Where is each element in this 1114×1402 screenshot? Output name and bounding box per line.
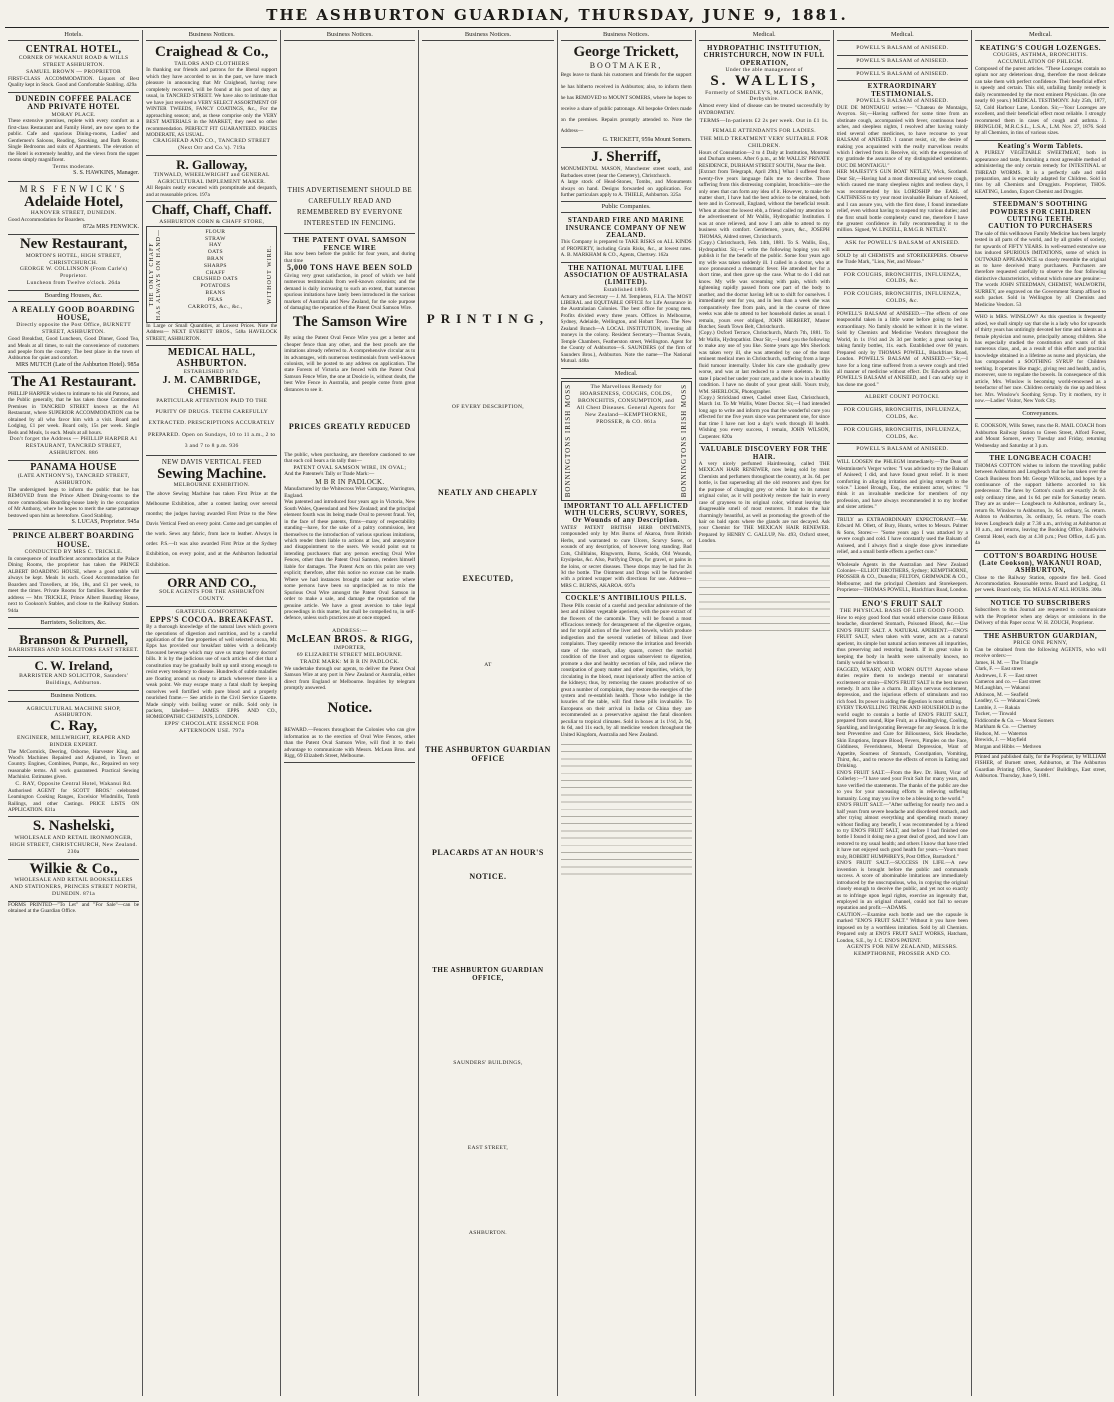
agent-entry: Fiddicombe & Co. — Mount Somers xyxy=(974,717,1054,724)
ad-subtitle: (LATE ANTHONY'S), TANCRED STREET, ASHBURTON. xyxy=(17,473,130,486)
sewing-machine-ad xyxy=(146,456,277,574)
wilkie-ad xyxy=(8,860,139,902)
ad-body: The above Sewing Machine has taken First Prize at the Melbourne Exhibition, after a contest lasting over several months; the judges having awarded First Prize to the New Davis Vertical Feed on every point. Come and get samples of the work. Sews any fabric, from lace to leather. Always in order. P.S.—It was also awarded First Prize at the Sydney Exhibition, on every point, and at the Ashburton Industrial Exhibition. xyxy=(146,491,278,568)
ad-trademark: M B R IN PADLOCK. xyxy=(315,477,385,486)
ad-owner: 872a MRS FENWICK. xyxy=(82,223,140,230)
ad-testimonial: [Extract from Telegraph, April 29th.] What I suffered from twenty-five years language fails me to describe. Those suffering from this distressing complaint, bronchitis—are the only ones that can form any idea of it. However, to make the matter short, I have had the best advice to be obtained, both here and in Cornwall, England, without the beneficial result. When at about the lowest ebb, a friend called my attention to the advertisement of Mr Wallis, Hydropathic Institution. I was at once relieved, and now I am able to attend to my business with comfort. Gentlemen, yours, &c., JOSEPH THOMAS, Aldred street, Christchurch. xyxy=(698,169,830,240)
ad-subtitle: MORAY PLACE. xyxy=(51,111,96,118)
ad-body: These extensive premises, replete with every comfort as a first-class Restaurant and Family Hotel, are now open to the public. Cafe and spacious Dining-rooms, Ladies' and Gentlemen's Saloons, Reading, Smoking, and Bath Rooms; Single Bedrooms and suits of Apartments. The elevation of the Hotel is extremely healthy, and the views from the upper rooms simply magnificent. xyxy=(8,118,140,164)
fence-notice xyxy=(284,183,415,234)
orr-ad xyxy=(146,574,277,607)
ad-title: Craighead & Co., xyxy=(155,43,269,60)
ad-owner: G. TRICKETT, 959a Mount Somers. xyxy=(602,137,692,144)
ad-title: George Trickett, xyxy=(573,43,679,60)
ad-subtitle: THE PHYSICAL BASIS OF LIFE GOOD FOOD. xyxy=(839,608,965,615)
ad-owner: S. S. HAWKINS, Manager. xyxy=(73,170,140,177)
ad-title: PRINCE ALBERT BOARDING HOUSE. xyxy=(12,531,135,549)
ad-title: COCKLE'S ANTIBILIOUS PILLS. xyxy=(565,594,687,603)
ad-title: THIS ADVERTISEMENT SHOULD BE CAREFULLY READ AND REMEMBERED BY EVERYONE INTERESTED IN FENCING. xyxy=(287,185,412,228)
ad-title: HYDROPATHIC INSTITUTION, CHRISTCHURCH, NOW IN FULL OPERATION, xyxy=(703,43,825,67)
column-header: Medical. xyxy=(699,30,830,41)
ad-pretitle: MRS FENWICK'S xyxy=(19,183,128,194)
ad-subtitle: ENGINEER, MILLWRIGHT, REAPER AND BINDER EXPERT. xyxy=(17,734,131,748)
ad-subtitle: WHOLESALE AND RETAIL BOOKSELLERS AND STATIONERS, PRINCES STREET NORTH, DUNEDIN. 871a xyxy=(10,877,138,897)
ad-body: Composed of the purest articles. "These Lozenges contain no opium nor any deleterious drug, therefore the most delicate can take them with perfect confidence. Their beneficial effect is speedy and certain. This old, unfailing family remedy is daily recommended by the most eminent Physicians. (In one nearly 60 years.) MEDICAL TESTIMONY. July 25th, 1877, 52, Cold Harbour Lane, London. Sir,—Your Lozenges are excellent, and their beneficial effect most reliable. I strongly recommend them in cases of cough and asthma. J. BRINGLOE, M.R.C.S.L., L.S.A., L.M. Nov. 27, 1876. Sold by all Chemists, in tins of various sizes. xyxy=(974,65,1106,137)
ad-body: In Large or Small Quantities, at Lowest Prices. Note the Address— NEXT EVERETT BROS., 548a HAVELOCK STREET, ASHBURTON. xyxy=(146,322,278,342)
samson-body: By using the Patent Oval Fence Wire you get a better and cheaper fence than any other, and the best proofs are the imitations already referred to. A comprehensive circular as to its advantages, with numerous testimonials from well-known colonists, will be posted to any address on application. The state Forests of Victoria are fenced with the Patent Oval Samson Fence Wire, the one at Doolcie is, without doubt, the best Wire Fence in Australia, and people come from great distances to see it. xyxy=(284,335,416,393)
chaff-side-mid: HAS ALWAYS ON HAND— xyxy=(156,228,163,320)
ad-caution: The public, when purchasing, are therefore cautioned to see that each coil bears a tin tally thus— xyxy=(284,451,416,465)
agent-entry: Atkinson, M. — Seafield xyxy=(974,691,1029,698)
ad-body: Good Accommodation for Boarders. xyxy=(8,217,86,224)
ad-title: THE PATENT OVAL SAMSON FENCE WIRE xyxy=(292,234,407,252)
trickett-ad xyxy=(561,43,692,148)
agent-entry: Markham & Co. — Chertsey xyxy=(974,724,1037,731)
ad-subtitle: WHOLESALE AND RETAIL IRONMONGER, HIGH STREET, CHRISTCHURCH, New Zealand. 230a xyxy=(9,835,138,855)
wallis-name: S. WALLIS, xyxy=(710,72,819,89)
agent-entry: Brewick, J. — Mayfield xyxy=(974,737,1027,744)
albert-line: ALBERT COUNT POTOCKI. xyxy=(837,392,968,405)
ad-subtitle: CONDUCTED BY MRS C. TRICKLE. xyxy=(24,549,123,556)
ad-body: Almost every kind of disease can be treated successfully by HYDROPATHY. xyxy=(698,103,830,116)
agent-entry: James, H. M. — The Triangle xyxy=(974,659,1039,666)
ad-body: Luncheon from Twelve o'clock. 264a xyxy=(26,279,121,286)
eno-testimonial-1: ENO'S FRUIT SALT.—From the Rev. Dr. Hurst, Vicar of Collerley:—"I have used your Fruit Salt for many years, and have verified the statements. The thanks of the public are due to you for your unceasing efforts in relieving suffering humanity. Long may you live to be a blessing to the world." xyxy=(836,769,968,802)
agent-entry: McLaughlan, — Wakanui xyxy=(974,685,1030,692)
masthead-title: THE ASHBURTON GUARDIAN, THURSDAY, JUNE 9, 1881. xyxy=(266,6,848,24)
ad-title: R. Galloway, xyxy=(176,157,248,173)
central-hotel-ad xyxy=(8,43,139,93)
ad-body: PARTICULAR ATTENTION PAID TO THE PURITY OF DRUGS. TEETH CAREFULLY EXTRACTED. PRESCRIPTIONS ACCURATELY PREPARED. Open on Sundays, 10 to 11 a.m., 2 to 3 and 7 to 8 p.m. 936 xyxy=(147,398,276,449)
ad-price: PRICE ONE PENNY, xyxy=(1013,639,1068,646)
mclean-name: McLEAN BROS. & RIGG, xyxy=(286,633,414,645)
balsam-line: POWELL'S BALSAM of ANISEED. xyxy=(837,43,968,56)
truly-body: TRULY an EXTRAORDINARY EXPECTORANT.—Mr. Edward M. Ollett, of Bury, Hunts, writes to Messrs. Palmer & Sons, Stores:— "Some years ago I was attacked by a severe cough and cold. I have constantly used the Balsam of Aniseed, and I always find a single dose gives immediate relief, and a small bottle effects a perfect cure." xyxy=(837,515,968,560)
footer-office: THE ASHBURTON GUARDIAN OFFICE, xyxy=(432,966,544,982)
ad-subtitle: CORNER OF WAKANUI ROAD & WILLS STREET ASHBURTON. xyxy=(18,55,129,69)
oval-wire-ad xyxy=(284,234,415,764)
mclean-trademark: TRADE MARK: M B R IN PADLOCK. xyxy=(299,658,400,665)
ad-body: By a thorough knowledge of the natural laws which govern the operations of digestion and nutrition, and by a careful application of the fine properties of well selected cocoa, Mr. Epps has provided our breakfast tables with a delicately flavoured beverage which may save us many heavy doctors' bills. It is by the judicious use of such articles of diet that a constitution may be gradually built up until strong enough to resist every tendency to disease. Hundreds of subtle maladies are floating around us ready to attack wherever there is a weak point. We may escape many a fatal shaft by keeping ourselves well fortified with pure blood and a properly nourished frame.— See article in the Civil Service Gazette. Made simply with boiling water or milk. Sold only in packets, labelled— JAMES EPPS AND CO., HOMŒOPATHIC CHEMISTS, LONDON. xyxy=(146,624,278,721)
chaff-item: BRAN xyxy=(206,256,224,263)
ad-subtitle: SOLE AGENTS FOR THE ASHBURTON COUNTY. xyxy=(159,589,265,603)
section-header: Business Notices. xyxy=(8,691,139,702)
agent-entry: Tucker, — Tinwald xyxy=(974,711,1017,718)
ad-title: Wilkie & Co., xyxy=(29,860,118,877)
ad-body: YATES' PATENT BRITISH HERB OINTMENTS, compounded only by Mrs Burns of Akaroa, from British Herbs, and warranted to cure Ulcers, Scurvy Sores, or wounds of any description, of however long standing. Bad Cuts, Chilblains, Ringworm, Burns, Scalds, Old Wounds, Erysipelas, &c. Also, Purifying Drops, for gravel, or pains in the loins, or secret diseases. These drops may be had for 2s 9d the bottle. The Ointment and Drops will be forwarded with a printed wrapper with directions for use. Address— MRS C. BURNS, AKAROA. 697a xyxy=(560,524,692,589)
wallis-former: Formerly of SMEDLEY'S, MATLOCK BANK, Derbyshire. xyxy=(705,89,824,103)
cottons-boarding-ad xyxy=(975,551,1106,598)
ireland-ad xyxy=(8,657,139,690)
ad-subtitle: ASHBURTON CORN & CHAFF STORE, xyxy=(159,218,265,225)
section-header: Boarding Houses, &c. xyxy=(8,291,139,302)
ad-body: The undersigned begs to inform the public that he has REMOVED from the Prince Albert Dining-rooms to the more commodious Boarding-house lately in the occupation of Mr Anthony, where he hopes to merit the same patronage bestowed upon him as heretofore. Good Stabling. xyxy=(8,486,140,519)
ad-owner: GEORGE W. COLLINSON (From Carle's) Proprietor. xyxy=(19,266,128,280)
balsam-line: ASK for POWELL'S BALSAM of ANISEED. xyxy=(837,238,968,251)
ad-title: CENTRAL HOTEL, xyxy=(25,43,122,55)
ad-title: Adelaide Hotel, xyxy=(23,193,124,210)
printing-every: OF EVERY DESCRIPTION, xyxy=(451,403,524,410)
ad-body: In consequence of insufficient accommodation at the Palace Dining Rooms, the proprietor has taken the PRINCE ALBERT BOARDING HOUSE, where a good table will always be kept. Meals 1s each. Good Accommodation for Boarders and Travellers, at 16s, 18s, and £1 per week, to meet the times. Private Rooms for families. Remember the address — Mrs TRICKLE, Prince Albert Boarding House, next to Cookson's Stables, and close to the Railway Station. 944a xyxy=(8,555,140,614)
phlegm-body: WILL LOOSEN the PHLEGM immediately.—The Dean of Westminster's Verger writes: "I was advised to try the Balsam of Aniseed; I did, and have found great relief. It is most comforting in allaying irritation and giving strength to the voice." Lionel Brough, Esq., the eminent actor, writes: "I think it an invaluable medicine for members of my profession, and have always recommended it to my brother and sister artistes." xyxy=(837,457,968,515)
ad-manufacturer: Manufactured by the Whitecross Wire Company, Warrington, England. xyxy=(284,486,416,499)
ad-subtitle: MONUMENTAL MASON, Manchester street south, and Barbadoes street (near the Cemetery), Christchurch. xyxy=(560,166,692,179)
balsam-sold: SOLD by all CHEMISTS and STOREKEEPERS. Observe the Trade Mark, "Lion, Net, and Mouse." xyxy=(837,251,968,270)
ad-name: J. M. CAMBRIDGE, xyxy=(162,375,261,387)
epps-ad xyxy=(146,607,277,738)
column-header: Medical. xyxy=(837,30,968,41)
column-header: Business Notices. xyxy=(422,30,553,41)
ad-copy-2: (Copy.) Oxford Terrace, Christchurch, March 7th, 1881. To Mr Wallis, Hydropathist. Dear Sir,—I send you the following to make any use of you like. Some years ago Mrs Sherlock was taken very ill, she was attended by one of the most eminent medical men in Christchurch, suffering from a large fluid tumour internally. Under his care she gradually grew worse, and was at last reduced to a mere skeleton. In this state I placed her under your care, and she is now in a healthy condition. I have no doubt of your great skill. Yours truly, WM. SHERLOCK, Photographer. xyxy=(698,330,830,395)
chaff-item: FLOUR xyxy=(205,228,226,235)
footer-town: ASHBURTON. xyxy=(468,1230,508,1237)
hair-ad xyxy=(699,444,830,642)
column-6 xyxy=(696,30,834,1396)
ad-pretitle: GRATEFUL COMFORTING xyxy=(175,608,248,615)
ad-subtitle: CHEMIST. xyxy=(187,385,236,396)
standard-insurance-ad xyxy=(561,215,692,262)
column-header: Business Notices. xyxy=(561,30,692,41)
ad-body: FIRST-CLASS ACCOMMODATION. Liquors of Best Quality kept in Stock. Good and Comfortable Stabling. 429a xyxy=(8,75,140,89)
column-3 xyxy=(281,30,419,1396)
ad-caution-title: CAUTION TO PURCHASERS xyxy=(988,222,1093,231)
ad-title: Branson & Purnell, xyxy=(19,631,128,647)
panama-house-ad xyxy=(8,461,139,531)
chaff-item: PEAS xyxy=(207,296,223,303)
agents-list xyxy=(975,660,1106,750)
ad-body-2: Was patented and introduced four years ago in Victoria, New South Wales, Queensland and New Zealand; and the principal element fourth was its being made Oval to prevent fraud. Yet, in the face of these patents, firms—many of respectability standing—have, for the sake of a paltry commission, lent themselves to the introduction of various spurious imitations, which render them liable to actions at law, and annoyance and disappointment to the users. We would point out to intending purchasers that any person erecting Oval Wire Fences, other than the Patent Oval Samson, renders himself liable for damages. The Patent Acts on this point are very explicit; therefore, after this notice no excuse can be made. Where we had instances brought under our notice where some persons have been so unprincipled as to mix the Spurious Oval Wire amongst the Patent Oval Samson in order to make a sale, and damage the reputation of the genuine article. We have a great aversion to take legal proceedings in this matter, but shall be compelled to, in self-defence, unless such practices are at once stopped. xyxy=(284,499,416,622)
column-8 xyxy=(972,30,1109,1396)
chaff-side-right: WITHOUT WIRE. xyxy=(266,244,273,304)
ad-title: J. Sherriff, xyxy=(591,149,661,166)
ad-body: In thanking our friends and patrons for the liberal support which they have accorded to us in the past, we have much pleasure in announcing that Mr Craighead, having now completely recovered, will be found at his post of duty as usual, in TANCRED STREET. We have also to intimate that we have just received a VERY SELECT ASSORTMENT OF WINTER TWEEDS, FANCY COATINGS, &c., For the approaching season; and, as these comprise only the VERY BEST MATERIALS in the MARKET, they need no other recommendation. PERFECT FIT GUARANTEED. PRICES MODERATE, AS USUAL. xyxy=(146,67,278,139)
ad-title: KEATING'S COUGH LOZENGES. xyxy=(979,43,1101,52)
ad-body: Can be obtained from the following AGENTS, who will receive orders:— xyxy=(974,646,1106,660)
ad-title: C. W. Ireland, xyxy=(34,658,113,674)
address-head: ADDRESS:— xyxy=(332,627,368,634)
ad-title: PANAMA HOUSE xyxy=(30,461,117,473)
good-boarding-house-ad xyxy=(8,304,139,374)
ad-body: Actuary and Secretary — J. M. Templeton, F.I.A. The MOST LIBERAL and EQUITABLE OFFICE for Life Assurance in the Australasian Colonies. The best office for young men. Profits divided every three years. Offices in Melbourne, Sydney, Adelaide, Wellington, and Hobart Town. The New Zealand Branch—A LOCAL INSTITUTION, investing all moneys in the colony. Resident Secretary—Thomas Swain, Temple Chambers, Featherston street, Wellington. Agent for the County of Ashburton—S. SAUNDERS (of the firm of Saunders Bros.), Ashburton. Note the name—The National Mutual. 448a xyxy=(560,293,692,365)
ad-title: The A1 Restaurant. xyxy=(10,374,137,391)
eno-success: ENO'S FRUIT SALT.—SUCCESS IN LIFE.—A new invention is brought before the public and commands success. A score of abominable imitations are immediately introduced by the unscrupulous, who, in copying the original closely enough to deceive the public, and yet not so exactly as to infringe upon legal rights, exercise an ingenuity that, employed in an original channel, could not fail to secure reputation and profit.—ADAMS. xyxy=(836,860,968,912)
forms-notice: FORMS PRINTED—"To Let" and "For Sale"—can be obtained at the Guardian Office. xyxy=(8,901,140,915)
longbeach-coach-ad xyxy=(975,453,1106,550)
ad-title: NOTICE TO SUBSCRIBERS xyxy=(990,598,1091,607)
imprint: Printed and published daily, for the Proprietor, by WILLIAM FISHER, of Burnett street, Ashburton, at The Ashburton Guardian Printing Office, Saunders' Buildings, East street, Ashburton. Thursday, June 9, 1881. xyxy=(974,754,1106,780)
ad-body: THOMAS COTTON wishes to inform the travelling public between Ashburton and Longbeach that he has taken over the Coach Business from Mr. George Willcocks, and hopes by a continuance of the support hitherto accorded to his predecessor. The fares by Cotton's coach are exactly 2s 6d. only ordinary time, and 1s 6d. per mile for Saturday return. They are as under— Longbeach to Ashburton, ordinary 5s., return 8s. Winslow to Ashburton, 3s. 6d. ordinary, 5s. return. Ashton to Ashburton, 3s. ordinary, 5s. return. The coach leaves Longbeach daily at 7.30 a.m., arriving at Ashburton at 10 a.m., and returns, leaving the Booking Office, Baldwin's Central Hotel, each day at 4.30 p.m.; Post Office, 4.45 p.m. 4a xyxy=(974,462,1106,547)
column-4 xyxy=(419,30,557,1396)
medical-hall-ad xyxy=(146,346,277,456)
ad-owner: MRS MUTCH (Late of the Ashburton Hotel). 985a xyxy=(15,361,140,368)
notice-title: Notice. xyxy=(327,700,373,717)
national-mutual-ad xyxy=(561,263,692,369)
ad-terms: TERMS—In-patients £2 2s per week. Out in £1 1s. FEMALE ATTENDANTS FOR LADIES. xyxy=(699,118,829,135)
mclean-body: We undertake through our agents, to deliver the Patent Oval Samson Wire at any port in New Zealand or Australia, either direct from England or Melbourne. Inquiries by telegram promptly answered. xyxy=(284,665,416,691)
ad-copy-1: (Copy.) Christchurch, Feb. 14th, 1881. To S. Wallis, Esq., Hydropathist. Sir,—I write the following hoping you will publish it for the benefit of the public. Some four years ago my wife was taken suddenly ill. I called in a doctor, who at once pronounced a rheumatic fever. He attended her for a short time, and then gave up the case. What to do I did not know. My wife was screaming with pain, which with tightening rapidly passed from one part of the body to another, and the doctor having left us to shift for ourselves. I immediately sent for you, and in less than a week she was comparatively free from pain, and in the course of three weeks was able to attend to her household duties as usual. I remain, yours ever obliged, JOHN HERBERT, Master Butcher, South Town Belt, Christchurch. xyxy=(698,240,830,331)
column-1 xyxy=(5,30,143,1396)
samson-title: The Samson Wire xyxy=(292,314,407,331)
eno-agents: AGENTS FOR NEW ZEALAND, MESSRS. KEMPTHORNE, PROSSER AND CO. xyxy=(846,944,958,957)
ad-body: This Company is prepared to TAKE RISKS on ALL KINDS of PROPERTY, including Grain Risks, &c., at lowest rates. A. B. MARKHAM & CO., Agents, Chertsey. 162a xyxy=(560,239,692,259)
text-filler xyxy=(561,740,692,880)
a1-restaurant-ad xyxy=(8,373,139,460)
ad-pretitle: AGRICULTURAL MACHINE SHOP, ASHBURTON. xyxy=(26,705,121,719)
section-header: Public Companies. xyxy=(561,202,692,213)
eno-caution: CAUTION.—Examine each bottle and see the capsule is marked "ENO'S FRUIT SALT." Without it you have been imposed on by a worthless imitation. Sold by all Chemists. Prepared only at ENO'S FRUIT SALT WORKS, Hatcham, London, S.E., by J. C. ENO'S PATENT. xyxy=(836,911,968,944)
c-ray-ad xyxy=(8,704,139,818)
chaff-item: OATS xyxy=(207,249,223,256)
ad-subtitle: Directly opposite the Post Office, BURNETT STREET, ASHBURTON. xyxy=(16,322,131,336)
ad-tally: PATENT OVAL SAMSON WIRE, IN OVAL; xyxy=(293,464,407,471)
ad-title: COTTON'S BOARDING HOUSE (Late Cookson), WAKANUI ROAD, ASHBURTON, xyxy=(979,551,1102,575)
ad-title: EXTRAORDINARY TESTIMONIALS. xyxy=(867,82,937,98)
coughs-line: FOR COUGHS, BRONCHITIS, INFLUENZA, COLDS, &c. xyxy=(837,425,968,445)
worm-tablets-ad xyxy=(975,141,1106,200)
balsam-line: POWELL'S BALSAM of ANISEED. xyxy=(837,69,968,82)
ad-title: STANDARD FIRE AND MARINE INSURANCE COMPANY OF NEW ZEALAND. xyxy=(565,216,687,240)
chaff-item: CHAFF xyxy=(205,269,226,276)
ad-subtitle: COUGHS, ASTHMA, BRONCHITIS. ACCUMULATION OF PHLEGM. xyxy=(992,52,1088,66)
ad-copy-3: (Copy.) Strickland street, Cashel street East, Christchurch, March 1st. To Mr Wallis, Water Doctor. Sir,—I had intended long ago to write and inform you that the wonderful cure you effected for me five years since was permanent one, for since that time I have not lost a day's work through ill health. Wishing you every success, I remain, JOHN WILSON, Carpenter. 820a xyxy=(698,395,830,440)
ad-subtitle: BARRISTERS AND SOLICITORS EAST STREET. xyxy=(8,646,139,653)
ad-owner: Don't forget the Address — PHILLIP HARPER A1 RESTAURANT, TANCRED STREET, ASHBURTON. 886 xyxy=(9,436,138,456)
notice-subscribers-ad xyxy=(975,598,1106,631)
steedman-ad xyxy=(975,199,1106,312)
dunedin-coffee-palace-ad xyxy=(8,93,139,182)
ad-body: Close to the Railway Station, opposite fire bell. Good Accommodation. Reasonable terms. Board and Lodging, £1 per week. Board only, 15s. MEALS AT ALL HOURS. 300a xyxy=(974,574,1106,594)
agent-entry: Hudson, M. — Waterton xyxy=(974,730,1028,737)
ad-title: A REALLY GOOD BOARDING HOUSE, xyxy=(12,304,136,323)
ad-intro: Has now been before the public for four years, and during that time xyxy=(284,251,416,264)
agent-entry: Lambie, J. — Rakaia xyxy=(974,704,1020,711)
ad-body: A very nicely perfumed Hairdressing, called THE MEXICAN HAIR RENEWER, now being sold by most Chemists and perfumers throughout the country, at 3s. 6d. per bottle, is fast superseding all the old restorers and dyes for the purpose of changing grey or white hair to its natural original color, as it will positively restore the hair in every case of grayness to its original color, without leaving the disagreeable smell of most restorers. It makes the hair charmingly beautiful, as well as promoting the growth of the hair on bald spots where the glands are not decayed. Ask your Chemist for THE MEXICAN HAIR RENEWER. Prepared by HENRY C. GALLUP, No. 493, Oxford street, London. xyxy=(698,460,830,545)
ad-title: THE LONGBEACH COACH! xyxy=(989,454,1092,463)
ad-body: PHILLIP HARPER wishes to intimate to his old Patrons, and the Public generally, that he has taken those Commodious Premises in TANCRED STREET known as the A1 Restaurant, where SUPERIOR ACCOMMODATION can be obtained by all who favor him with a visit. Board and Lodging, £1 per week. Board only, 15s per week. Single Beds and Meals, 1s each. Meals at all hours. xyxy=(8,390,140,436)
chaff-item: CRUSHED OATS xyxy=(192,276,238,283)
prices-reduced: PRICES GREATLY REDUCED xyxy=(288,422,411,432)
balsam-line: POWELL'S BALSAM of ANISEED. xyxy=(837,56,968,69)
ad-tons: 5,000 TONS HAVE BEEN SOLD xyxy=(286,263,413,273)
ad-body: Giving very great satisfaction, in proof of which we hold numerous testimonials from well-known colonists; and the demand is daily increasing to such an extent, that numerous spurious imitations have lately been introduced in the various markets of Australia and New Zealand, for the sole purpose of damaging the reputation of the Patent Oval Samson Wire. xyxy=(284,272,416,311)
ad-body: These Pills consist of a careful and peculiar admixture of the best and mildest vegetable aperients, with the pure extract of the flowers of the camomile. They will be found a most efficacious remedy for derangement of the digestive organs, and for torpid action of the liver and bowels, which produce indigestion and the several varieties of bilious and liver complaints. They speedily remove the irritation and feverish state of the stomach, allay spasm, correct the morbid condition of the liver and organs subservient to digestion, promote a due and healthy secretion of bile, and relieve the constipation of gouty matter and other impurities, which, by circulating in the blood, must injuriously affect the action of the kidneys; thus, by removing the causes productive of so great a number of complaints, they restore the energies of the system and re-establish health. Those who indulge in the luxuries of the table, will find these pills invaluable. To Europeans on their arrival in India or China they are recommended as a preservative against the fatal disorders peculiar to tropical climates. Sold in boxes at 1s 1½d, 2s 9d, 4s 6d, and 11s each, by all medicine vendors throughout the United Kingdom, Australia and New Zealand. xyxy=(560,602,692,738)
chaff-item: POTATOES xyxy=(200,283,231,290)
column-header: Hotels. xyxy=(8,30,139,41)
adelaide-hotel-ad xyxy=(8,182,139,235)
ad-subtitle: TAILORS AND CLOTHIERS xyxy=(174,60,250,67)
ad-title: New Restaurant, xyxy=(19,235,128,252)
column-header: Business Notices. xyxy=(284,30,415,41)
ad-body: A large stock of Head-Stones, Tombs, and Monuments always on hand. Designs forwarded on application. For further particulars apply to A. THIELE, Ashburton. 325a xyxy=(560,179,692,198)
galloway-ad xyxy=(146,156,277,202)
agent-entry: Cameron and co. — East street xyxy=(974,679,1041,686)
notice-body: REWARD.—Fencers throughout the Colonies who can give information as to the erection of Oval Wire Fences, other than the Patent Oval Samson Wire, will find it to their advantage to communicate with Messrs. McLean Bros. and Rigg, 69 Elizabeth Street, Melbourne. xyxy=(284,727,416,759)
ad-body: DUE DE MONTAIGU writes:— "Chateau de Montaigu, Avoyron. Sir,—Having suffered for some time from an obstinate cough, accompanied with fever, continuous head-aches, and sleepless nights, I resolved after having vainly tried several other medicines, to have recourse to your BALSAM of ANISEED. I cannot resist, sir, the desire of making you acquainted with the really marvellous results which I derived from it. Receive, sir, with the expression of my gratitude the assurance of my distinguished sentiments. DUC DE MONTAIGU." xyxy=(836,104,968,169)
ad-body: The sale of this wellknown Family Medicine has been largely tested in all parts of the world, and by all grades of society, for upwards of FIFTY YEARS. In well-earned extensive use has induced SPURIOUS IMITATIONS, some of which in OUTWARD APPEARANCE so closely resemble the original as to have deceived many purchasers. Purchasers are therefore requested carefully to observe the four following distinctive characteristics, without which none are genuine:—The words JOHN STEEDMAN, CHEMIST, WALWORTH, SURREY, are engraved on the Government Stamp affixed to each packet. Sold in Wellington by all Chemists and Medicine Vendors. 53 xyxy=(974,230,1106,308)
eno-travelling: EVERY TRAVELLING TRUNK AND HOUSEHOLD in the world ought to contain a bottle of ENO'S FRUIT SALT, prepared from sound, Ripe Fruit, as a Healthgiving, Cooling, Sparkling, and Invigorating Beverage for any Season. It is the best Preventive and Cure for Biliousness, Sick Headache, Skin Eruptions, Impure Blood, Fevers, Pimples on the Face, Giddiness, Feverishness, Mental Depression, Want of Appetite, Sourness of Stomach, Constipation, Vomiting, Thirst, &c., and to remove the effects of errors in Eating and Drinking. xyxy=(836,705,968,770)
sherriff-ad xyxy=(561,148,692,202)
branson-purnell-ad xyxy=(8,631,139,657)
footer-street: EAST STREET, xyxy=(467,1145,509,1152)
printing-executed: EXECUTED, xyxy=(462,574,514,584)
ad-owner: C. RAY, Opposite Central Hotel, Wakanui Rd. xyxy=(15,780,132,787)
moss-body: The Marvellous Remedy for HOARSENESS, COUGHS, COLDS, BRONCHITIS, CONSUMPTION, and All Chest Diseases. General Agents for New Zealand—KEMPTHORNE, PROSSER, & CO. 861a xyxy=(576,384,676,425)
agent-entry: Morgan and Hibbs — Methven xyxy=(974,743,1042,750)
ad-subtitle: MORTON'S HOTEL, HIGH STREET, CHRISTCHURCH. xyxy=(25,252,122,266)
ad-body: How to enjoy good food that would otherwise cause Bilious headache, disordered Stomach, Poisoned Blood, &c.—Use ENO'S FRUIT SALT. A NATURAL APERIENT.—ENO'S FRUIT SALT, when taken with water, acts as a natural aperient, its simple but natural action removes all impurities, thus preserving and restoring health. If its great value in keeping the body in health were universally known, no family would be without it. xyxy=(836,615,968,667)
yates-ad xyxy=(561,501,692,594)
cookson-ad: E. COOKSON, Wills Street, runs the R. MAIL COACH from Ashburton Railway Station to Green Street, Alford Forest, and Mount Somers, every Tuesday and Friday, returning Wednesday and Saturday at 3 p.m. xyxy=(975,421,1106,453)
ad-subtitle: BARRISTER AND SOLICITOR, Saunders' Buildings, Ashburton. xyxy=(19,672,129,686)
footer-buildings: SAUNDERS' BUILDINGS, xyxy=(453,1060,523,1067)
ad-title: DUNEDIN COFFEE PALACE AND PRIVATE HOTEL xyxy=(15,93,132,112)
ad-owner: SAMUEL BROWN — PROPRIETOR xyxy=(26,69,122,76)
chaff-ad xyxy=(146,202,277,346)
eno-fagged: FAGGED, WEARY, AND WORN OUT!!! Anyone whose duties require them to undergo mental or unnatural excitement or strain—ENO'S FRUIT SALT is the best known remedy. It acts like a charm. It allays nervous excitement, depression, and the injurious effects of stimulants and too rich food. Its power in aiding the digestion is most striking. xyxy=(836,666,968,705)
hydropathic-ad xyxy=(699,43,830,444)
chaff-items-list xyxy=(164,229,267,320)
cockle-ad xyxy=(561,593,692,885)
ad-mild: THE MILD TREATMENT VERY SUITABLE FOR CHILDREN. xyxy=(700,136,829,149)
ad-title: MEDICAL HALL, ASHBURTON. xyxy=(167,347,256,369)
printing-at: AT xyxy=(484,661,492,668)
eno-testimonial-2: ENO'S FRUIT SALT.—"After suffering for nearly two and a half years from severe headache and disordered stomach, and after trying almost everything and spending much money without finding any benefit, I was recommended by a friend to try ENO'S FRUIT SALT, and before I had finished one bottle I found it doing me a great deal of good, and now I am restored to my usual health; and others I know that have tried it have not enjoyed such good health for years.—Yours most truly, ROBERT HUMPHREYS, Post Office, Barrasford." xyxy=(836,802,968,860)
ad-trade: And the Patentee's Tally or Trade Mark:— xyxy=(284,471,375,478)
printing-neatly: NEATLY AND CHEAPLY xyxy=(437,487,538,497)
ad-owner: S. LUCAS, Proprietor. 945a xyxy=(71,518,140,525)
ad-title: S. Nashelski, xyxy=(32,818,115,835)
section-header: Barristers, Solicitors, &c. xyxy=(8,618,139,629)
chaff-item: CARROTS, &c., &c., xyxy=(188,303,243,310)
ad-pretitle: NEW DAVIS VERTICAL FEED xyxy=(161,458,262,466)
ad-body: All Repairs neatly executed with promptitude and despatch, and at reasonable prices. 197a xyxy=(146,185,278,198)
agent-entry: Clark, F. — East street xyxy=(974,666,1023,673)
column-header: Medical. xyxy=(975,30,1106,41)
new-restaurant-ad xyxy=(8,235,139,291)
ad-netley: HER MAJESTY'S GUN BOAT NETLEY, Wick, Scotland. Dear Sir,—Having had a most distressing and severe cough, which caused me many sleepless nights and restless days, I was recommended by his LORDSHIP the EARL of CAITHNESS to try your most invaluable Balsam of Aniseed, and I can assure you, with the first dose, I found immediate relief, even without having to suspend my various duties; and the first small bottle completely cured me, therefore I have the greatest confidence in fully recommending it to the million. Signed, W. LINZELL, B.M.G.B. NETLEY. xyxy=(836,169,968,234)
ad-title: ORR AND CO., xyxy=(167,574,257,590)
section-header: Conveyances. xyxy=(975,409,1106,420)
powell-body: POWELL'S BALSAM of ANISEED.—The effects of one teaspoonful taken in a little water before going to bed is extraordinary. No family should be without it in the winter. Sold by Chemists and Medicine Vendors throughout the World, in 1s 1½d and 2s 3d per bottle; a great saving in taking family bottles, 11s. each. Established over 60 years. Prepared only by THOMAS POWELL, Blackfriars Road, London. POWELL'S BALSAM of ANISEED.—"Sir,—I have for a long time suffered from a severe cough and tried all manner of medicine without effect. Dr. Edwards advised POWELL'S BALSAM of ANISEED, and I can safely say it has done me good." xyxy=(837,309,968,392)
agent-entry: Leadley, G. — Wakanui Creek xyxy=(974,698,1040,705)
mclean-importer: IMPORTER, xyxy=(333,645,366,652)
wholesale-body: Wholesale Agents in the Australian and New Zealand Colonies—ELLIOT BROTHERS, Sydney; KEMPTHORNE, PROSSER & CO., Dunedin; FELTON, GRIMWADE & CO., Melbourne; and the principal Chemists and Storekeepers. Proprietor—THOMAS POWELL, Blackfriars Road, London. xyxy=(837,560,968,598)
agent-entry: Andrewes, I. F. — East street xyxy=(974,672,1038,679)
printing-title: PRINTING, xyxy=(426,310,550,326)
printing-office: THE ASHBURTON GUARDIAN OFFICE xyxy=(425,745,551,763)
ad-subtitle: MELBOURNE EXHIBITION. xyxy=(173,482,250,489)
ad-body: A PURELY VEGETABLE SWEETMEAT, both in appearance and taste, furnishing a most agreeable method of administering the only certain remedy for INTESTINAL or THREAD WORMS. It is a perfectly safe and mild preparation, and is especially adapted for Children. Sold in tins by all Chemists and Druggists. Proprietor, THOS. KEATING, London, Export Chemist and Druggist. xyxy=(974,150,1106,195)
nashelski-ad xyxy=(8,817,139,859)
ad-body: Subscribers to this Journal are requested to communicate with the Proprietor when any delays or omissions in the Delivery of this Paper occur. W. H. ZOUCH, Proprietor. xyxy=(974,607,1106,627)
printing-ad xyxy=(422,43,553,1396)
eno-ad xyxy=(837,598,968,961)
craighead-ad xyxy=(146,43,277,156)
irish-moss-ad xyxy=(561,381,692,500)
ad-title: THE ASHBURTON GUARDIAN, xyxy=(983,631,1098,640)
printing-placards: PLACARDS AT AN HOUR'S NOTICE. xyxy=(432,848,544,882)
ad-title: Keating's Worm Tablets. xyxy=(997,141,1084,150)
column-header: Business Notices. xyxy=(146,30,277,41)
chaff-item: HAY xyxy=(209,242,222,249)
chaff-item: BEANS xyxy=(205,290,226,297)
ad-title: VALUABLE DISCOVERY FOR THE HAIR. xyxy=(700,445,828,461)
ad-owner: CRAIGHEAD AND CO., TANCRED STREET (Next Orr and Co.'s). 719a xyxy=(153,138,271,152)
balsam-line: POWELL'S BALSAM of ANISEED. xyxy=(856,98,949,105)
moss-title-right: BONNINGTONS IRISH MOSS xyxy=(680,384,689,498)
coughs-line: FOR COUGHS, BRONCHITIS, INFLUENZA, COLDS, &c. xyxy=(837,405,968,425)
ad-title: ENO'S FRUIT SALT xyxy=(861,598,943,608)
testimonials-ad xyxy=(837,81,968,238)
ad-subtitle: Under the able management of xyxy=(725,66,803,73)
chaff-item: SHARPS xyxy=(203,262,227,269)
ad-title: Sewing Machine. xyxy=(157,465,267,482)
coughs-line: FOR COUGHS, BRONCHITIS, INFLUENZA, COLDS, &c. xyxy=(837,289,968,309)
winslow-ad: WHO is MRS. WINSLOW? As this question is frequently asked, we shall simply say that she is a lady who for upwards of thirty years has untiringly devoted her time and talents as a female physician and nurse, principally among children. She has especially studied the constitution and wants of this numerous class, and, as a result of this effort and practical knowledge obtained in a lifetime as nurse and physician, she has compounded a SOOTHING SYRUP for Children teething. It operates like magic, giving rest and health, and is, moreover, sure to regulate the bowels. In consequence of this article, Mrs. Winslow is becoming world-renowned as a benefactor of her race. Children certainly do rise up and bless her. Mrs. Winslow's Soothing Syrup. Try it mothers, try it now.—Ladies' Visitor, New York City. xyxy=(975,312,1106,408)
ad-est: Established 1869. xyxy=(603,286,649,293)
coughs-line: FOR COUGHS, BRONCHITIS, INFLUENZA, COLDS, &c. xyxy=(837,270,968,290)
chaff-item: STRAW xyxy=(205,235,226,242)
ad-subtitle: BOOTMAKER, xyxy=(589,60,663,70)
ad-terms: Terms moderate. xyxy=(52,163,95,170)
ad-title: Chaff, Chaff, Chaff. xyxy=(151,203,272,219)
keating-ad xyxy=(975,43,1106,141)
ad-est: ESTABLISHED 1874. xyxy=(183,369,240,376)
column-5 xyxy=(558,30,696,1396)
ad-hours: Hours of Consultation—2 to 4 Daily at Institution, Montreal and Durham streets. After 6 p.m., at Mr WALLIS' PRIVATE RESIDENCE, DURHAM STREET SOUTH, Near the Belt. xyxy=(698,149,830,169)
ad-subtitle: HANOVER STREET, DUNEDIN. xyxy=(30,210,117,217)
guardian-agents-ad xyxy=(975,631,1106,754)
ad-title: IMPORTANT TO ALL AFFLICTED WITH ULCERS, SCURVY, SORES, Or Wounds of any Description. xyxy=(563,501,689,525)
prince-albert-ad xyxy=(8,530,139,618)
section-header: Medical. xyxy=(561,369,692,380)
ad-title: C. Ray, xyxy=(50,718,98,735)
column-2 xyxy=(143,30,281,1396)
ad-title: STEEDMAN'S SOOTHING POWDERS FOR CHILDREN CUTTING TEETH. xyxy=(989,200,1092,224)
balsam-line: POWELL'S BALSAM of ANISEED. xyxy=(837,444,968,457)
chaff-box xyxy=(146,226,277,323)
ad-subtitle: TINWALD, WHEELWRIGHT and GENERAL AGRICULTURAL IMPLEMENT MAKER. xyxy=(153,171,270,185)
column-7 xyxy=(834,30,972,1396)
masthead xyxy=(5,6,1109,28)
moss-title-left: BONNINGTONS IRISH MOSS xyxy=(563,384,572,498)
ad-owner: EPPS' CHOCOLATE ESSENCE FOR AFTERNOON USE. 797a xyxy=(164,720,259,734)
columns xyxy=(5,30,1109,1396)
ad-body: Begs leave to thank his customers and friends for the support he has hitherto received in Ashburton; also, to inform them he has REMOVED to MOUNT SOMERS, where he hopes to receive a share of public patronage. All bespoke Orders made on the premises. Repairs promptly attended to. Note the Address— xyxy=(560,72,692,134)
ad-agent: Authorised AGENT for SCOTT BROS.' celebrated Leamington Cooking Ranges, Excelsior Windmills, Tomb Railings, and other Castings. PRICE LISTS ON APPLICATION. 831a xyxy=(8,787,140,813)
ad-body: Good Breakfast, Good Luncheon, Good Dinner, Good Tea, and Meals at all times, to suit the convenience of customers and people from the country. The best place in the town of Ashburton for quiet and comfort. xyxy=(8,336,140,362)
chaff-side-left: THE ONLY CHAFF xyxy=(149,242,156,307)
ad-title: EPPS'S COCOA. BREAKFAST. xyxy=(149,614,274,624)
ad-body: The McCormick, Deering, Osborne, Harvester King, and Wood's Machines Repaired and Adjusted, in Town or Country. Engines, Combines, Pumps, &c., Repaired on very reasonable terms. All work guaranteed. Practical Sewing Machinist. Estimates given. xyxy=(8,748,140,781)
text-filler xyxy=(699,547,830,637)
mclean-address: 69 ELIZABETH STREET MELBOURNE. xyxy=(296,652,403,658)
ad-title: THE NATIONAL MUTUAL LIFE ASSOCIATION OF AUSTRALASIA (LIMITED). xyxy=(563,263,689,287)
